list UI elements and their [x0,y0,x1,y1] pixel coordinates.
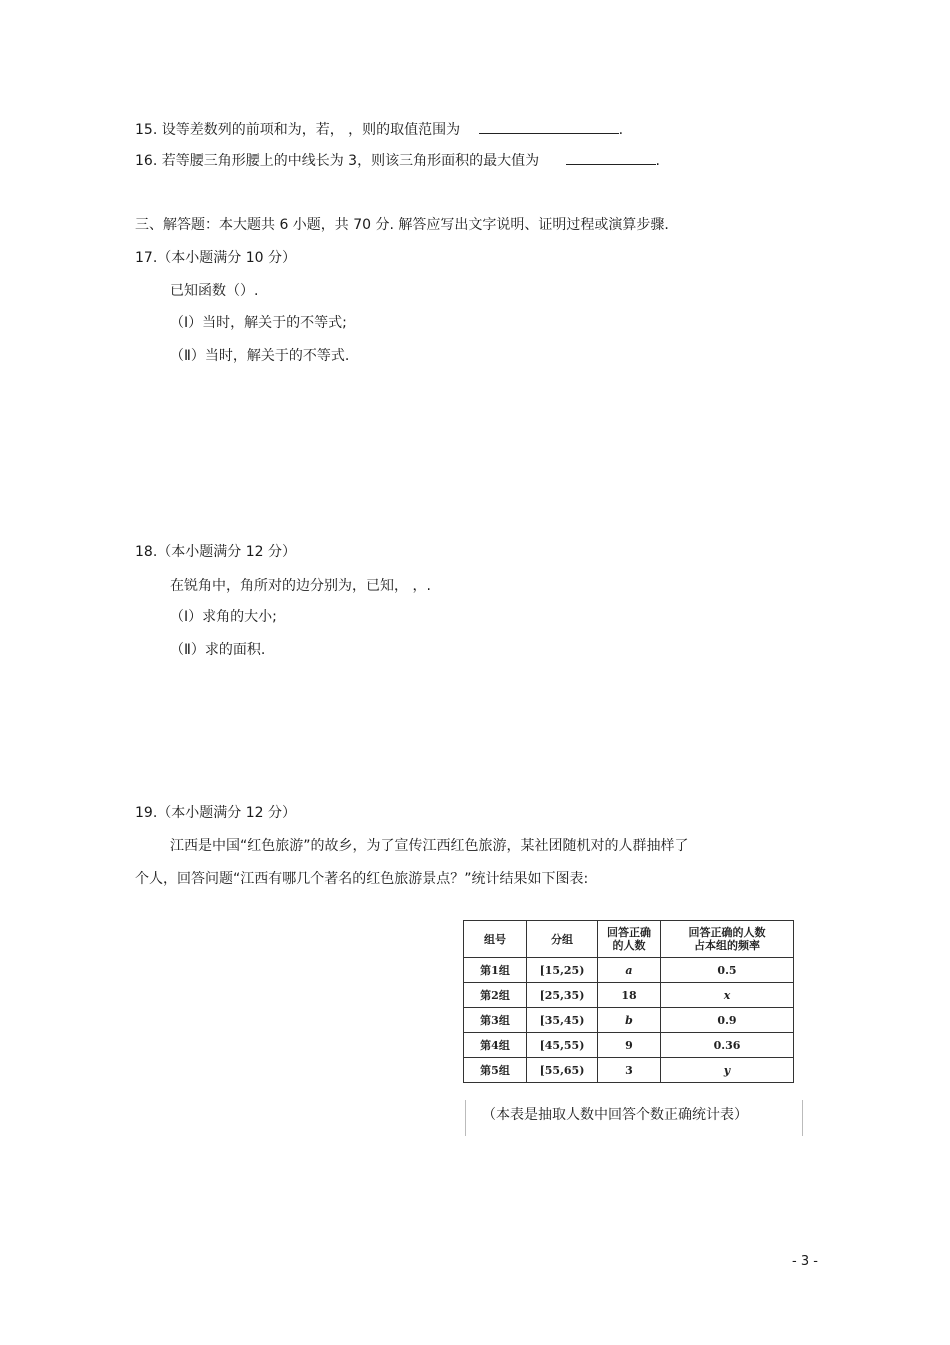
statistics-table [463,920,794,1083]
answer-blank-16 [566,150,656,165]
question-17-part1: （Ⅰ）当时，解关于的不等式; [170,315,347,331]
question-16: 16. 若等腰三角形腰上的中线长为 3，则该三角形面积的最大值为 . [135,150,660,171]
table-cell: 第3组 [464,1008,527,1033]
table-header-cell: 回答正确的人数 占本组的频率 [661,921,794,958]
table-header-cell: 分组 [527,921,598,958]
question-18-header: 18.（本小题满分 12 分） [135,544,296,560]
question-17-part2: （Ⅱ）当时，解关于的不等式. [170,348,350,364]
table-cell: 第2组 [464,983,527,1008]
table-row [464,958,794,983]
table-cell: 3 [598,1058,661,1083]
table-header-cell: 回答正确 的人数 [598,921,661,958]
table-cell: 第5组 [464,1058,527,1083]
table-cell: 第4组 [464,1033,527,1058]
question-15-text: 15. 设等差数列的前项和为，若， ，则的取值范围为 [135,122,461,138]
table-header-cell: 组号 [464,921,527,958]
table-cell: [55,65) [527,1058,598,1083]
table-row [464,1058,794,1083]
question-16-text: 16. 若等腰三角形腰上的中线长为 3，则该三角形面积的最大值为 [135,153,540,169]
table-row [464,1008,794,1033]
table-cell: 0.9 [661,1008,794,1033]
table-row [464,1033,794,1058]
table-cell: y [661,1058,794,1083]
answer-blank-15 [479,119,619,134]
question-15: 15. 设等差数列的前项和为，若， ，则的取值范围为 . [135,119,623,140]
table-cell: 0.36 [661,1033,794,1058]
table-row [464,983,794,1008]
question-18-intro: 在锐角中，角所对的边分别为，已知， ，. [170,578,431,594]
table-cell: 0.5 [661,958,794,983]
section-heading: 三、解答题：本大题共 6 小题，共 70 分. 解答应写出文字说明、证明过程或演算步骤. [135,217,669,233]
table-cell: 18 [598,983,661,1008]
question-17-intro: 已知函数（）. [170,283,259,299]
question-19-header: 19.（本小题满分 12 分） [135,805,296,821]
question-18-part2: （Ⅱ）求的面积. [170,642,266,658]
table-cell: 第1组 [464,958,527,983]
table-cell: [15,25) [527,958,598,983]
table-header-row [464,921,794,958]
table-cell: a [598,958,661,983]
statistics-table-container [463,920,794,1083]
table-cell: [35,45) [527,1008,598,1033]
table-cell: x [661,983,794,1008]
table-cell: b [598,1008,661,1033]
question-18-part1: （Ⅰ）求角的大小; [170,609,277,625]
table-cell: 9 [598,1033,661,1058]
table-cell: [45,55) [527,1033,598,1058]
page-number: - 3 - [792,1254,818,1269]
question-19-line1: 江西是中国“红色旅游”的故乡，为了宣传江西红色旅游，某社团随机对的人群抽样了 [170,838,689,854]
table-caption: （本表是抽取人数中回答个数正确统计表） [482,1107,748,1123]
table-cell: [25,35) [527,983,598,1008]
question-19-line2: 个人，回答问题“江西有哪几个著名的红色旅游景点？”统计结果如下图表: [135,871,589,887]
question-17-header: 17.（本小题满分 10 分） [135,250,296,266]
